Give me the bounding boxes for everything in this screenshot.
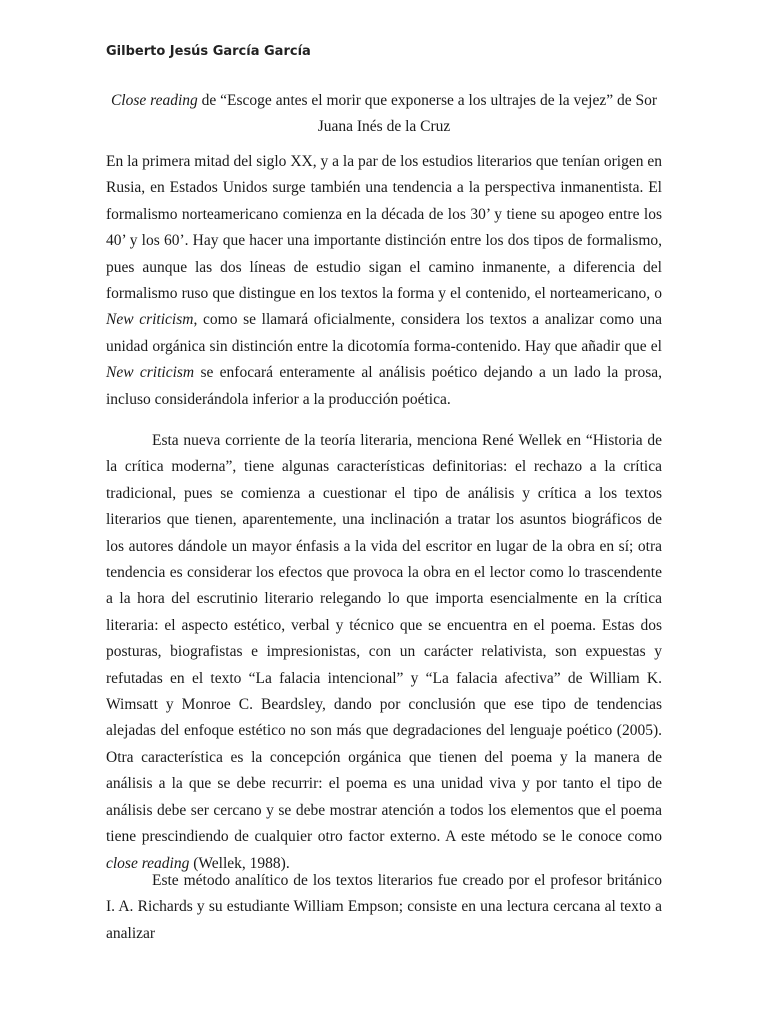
paragraph-1-text-a: En la primera mitad del siglo XX, y a la par de los estudios literarios que tenían origen en Rusia, en Estados Unidos surge también una tendencia a la perspectiva inmanentista. El formalismo norteamericano comienza en la década de los 30’ y tiene su apogeo entre los 40’ y los 60’. Hay que hacer una importante distinción entre los dos tipos de formalismo, pues aunque las dos líneas de estudio sigan el camino inmanente, a diferencia del formalismo ruso que distingue en los textos la forma y el contenido, el norteamericano, o <box>106 153 662 303</box>
paragraph-1-italic-new-criticism-2: New criticism <box>106 364 195 382</box>
title-italic-part: Close reading <box>110 92 198 109</box>
paragraph-3 <box>106 868 662 947</box>
paragraph-2 <box>106 428 662 877</box>
paragraph-2-text-c: (Wellek, 1988). <box>189 854 290 872</box>
paragraph-2-text-a: Esta nueva corriente de la teoría literaria, menciona René Wellek en “Historia de la crítica moderna”, tiene algunas características definitorias: el rechazo a la crítica tradicional, pues se comienza a cuestionar el tipo de análisis y crítica a los textos literarios que tienen, aparentemente, una inclinación a tratar los asuntos biográficos de los autores dándole un mayor énfasis a la vida del escritor en lugar de la obra en sí; otra tendencia es considerar los efectos que provoca la obra en el lector como lo trascendente a la hora del escrutinio literario relegando lo que importa esencialmente en la crítica literaria: el aspecto estético, verbal y técnico que se encuentra en el poema. Estas dos posturas, biografistas e impresionistas, con un carácter relativista, son expuestas y refutadas en el texto “La falacia intencional” y “La falacia afectiva” de William K. Wimsatt y Monroe C. Beardsley, dando por conclusión que ese tipo de tendencias alejadas del enfoque estético no son más que degradaciones del lenguaje poético (2005). Otra característica es la concepción orgánica que tienen del poema y la manera de análisis a la que se debe recurrir: el poema es una unidad viva y por tanto el tipo de análisis debe ser cercano y se debe mostrar atención a todos los elementos que el poema tiene prescindiendo de cualquier otro factor externo. A este método se le conoce como <box>106 432 662 846</box>
title-rest: de “Escoge antes el morir que exponerse a los ultrajes de la vejez” de Sor Juana Inés de la Cruz <box>197 92 658 135</box>
paragraph-3-text-a: Este método analítico de los textos literarios fue creado por el profesor británico I. A. Richards y su estudiante William Empson; consiste en una lectura cercana al texto a analizar <box>106 872 662 942</box>
paragraph-1 <box>106 149 662 413</box>
paragraph-2-italic-close-reading: close reading <box>106 854 190 872</box>
document-title <box>106 88 662 140</box>
paragraph-1-text-c: , como se llamará oficialmente, considera los textos a analizar como una unidad orgánica sin distinción entre la dicotomía forma-contenido. Hay que añadir que el <box>106 311 662 355</box>
paragraph-1-text-e: se enfocará enteramente al análisis poético dejando a un lado la prosa, incluso considerándola inferior a la producción poética. <box>106 364 662 408</box>
author-header: Gilberto Jesús García García <box>106 44 311 59</box>
paragraph-1-italic-new-criticism-1: New criticism <box>106 311 194 329</box>
